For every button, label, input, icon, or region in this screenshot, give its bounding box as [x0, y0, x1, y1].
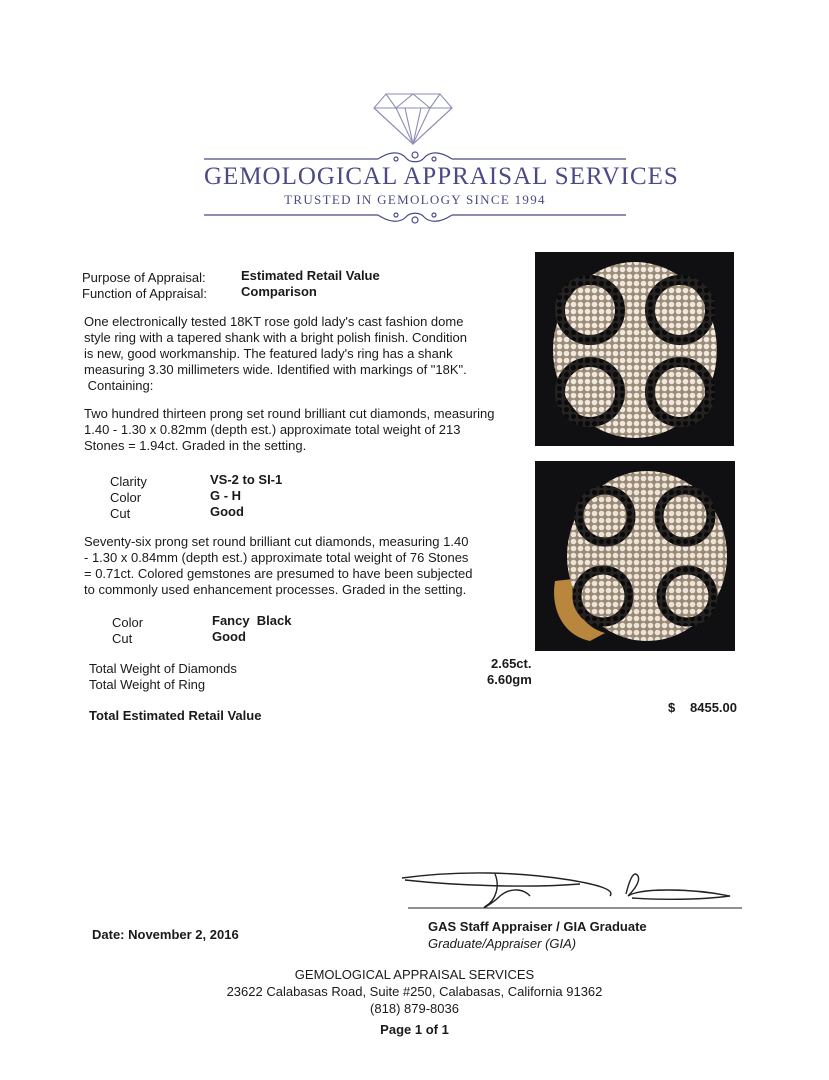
cut2-label: Cut [112, 631, 133, 646]
total-retail-label: Total Estimated Retail Value [89, 708, 262, 723]
ring-photo-top [535, 252, 734, 446]
description-line: measuring 3.30 millimeters wide. Identified with markings of "18K". [84, 362, 467, 377]
appraiser-title: GAS Staff Appraiser / GIA Graduate [428, 919, 647, 934]
appraiser-subtitle: Graduate/Appraiser (GIA) [428, 936, 577, 951]
header-bottom-rule [200, 206, 630, 228]
footer-address: 23622 Calabasas Road, Suite #250, Calabasas, California 91362 [226, 984, 603, 999]
total-retail-value: 8455.00 [690, 700, 737, 715]
stones1-paragraph [84, 406, 524, 454]
cut-label: Cut [110, 506, 131, 521]
cut2-value: Good [212, 629, 246, 644]
total-diamonds-value: 2.65ct. [491, 656, 532, 671]
footer-phone: (818) 879-8036 [370, 1001, 459, 1016]
description-line: One electronically tested 18KT rose gold lady's cast fashion dome [84, 314, 464, 329]
color-value: G - H [210, 488, 242, 503]
purpose-value: Estimated Retail Value [241, 268, 380, 283]
ring-side-view-icon [535, 461, 735, 651]
stones1-line: 1.40 - 1.30 x 0.82mm (depth est.) approximate total weight of 213 [84, 422, 461, 437]
color-label: Color [110, 490, 142, 505]
clarity-label: Clarity [110, 474, 147, 489]
total-ring-value: 6.60gm [487, 672, 532, 687]
page-number: Page 1 of 1 [380, 1022, 449, 1037]
currency-symbol: $ [668, 700, 676, 715]
appraiser-signature [400, 866, 745, 916]
stones1-line: Two hundred thirteen prong set round brilliant cut diamonds, measuring [84, 406, 495, 421]
company-tagline: TRUSTED IN GEMOLOGY SINCE 1994 [284, 192, 546, 207]
color2-value: Fancy Black [212, 613, 292, 628]
stones2-line: - 1.30 x 0.84mm (depth est.) approximate total weight of 76 Stones [84, 550, 469, 565]
stones2-line: Seventy-six prong set round brilliant cut diamonds, measuring 1.40 [84, 534, 469, 549]
ring-photo-side [535, 461, 735, 651]
function-value: Comparison [241, 284, 317, 299]
description-line: Containing: [84, 378, 154, 393]
diamond-icon [372, 92, 454, 146]
description-line: style ring with a tapered shank with a bright polish finish. Condition [84, 330, 467, 345]
purpose-label: Purpose of Appraisal: [82, 270, 206, 285]
total-ring-label: Total Weight of Ring [89, 677, 206, 692]
function-label: Function of Appraisal: [82, 286, 208, 301]
stones2-line: = 0.71ct. Colored gemstones are presumed to have been subjected [84, 566, 473, 581]
stones2-paragraph [84, 534, 524, 598]
total-diamonds-label: Total Weight of Diamonds [89, 661, 237, 676]
clarity-value: VS-2 to SI-1 [210, 472, 283, 487]
company-title: GEMOLOGICAL APPRAISAL SERVICES [204, 163, 679, 190]
stones2-line: to commonly used enhancement processes. Graded in the setting. [84, 582, 467, 597]
color2-label: Color [112, 615, 144, 630]
description-line: is new, good workmanship. The featured lady's ring has a shank [84, 346, 453, 361]
appraisal-date: Date: November 2, 2016 [92, 927, 239, 942]
stones1-line: Stones = 1.94ct. Graded in the setting. [84, 438, 307, 453]
footer-company: GEMOLOGICAL APPRAISAL SERVICES [294, 967, 535, 982]
description-paragraph [84, 314, 524, 394]
ring-top-view-icon [535, 252, 734, 446]
cut-value: Good [210, 504, 244, 519]
